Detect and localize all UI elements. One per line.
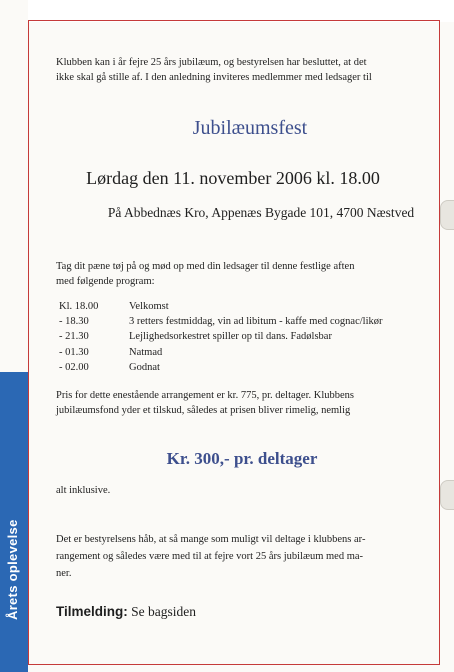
program-time: - 21.30 [59,331,89,343]
program-time: Kl. 18.00 [59,301,99,312]
program-intro-line: Tag dit pæne tøj på og mød op med din ledsager til denne festlige aften [56,261,355,272]
signup-value: Se bagsiden [131,604,197,619]
all-inclusive-note: alt inklusive. [56,485,111,496]
closing-paragraph [56,531,365,582]
program-time: - 01.30 [59,346,89,358]
top-band [28,0,454,22]
closing-line: ner. [56,568,72,579]
closing-line: Det er bestyrelsens håb, at så mange som muligt vil deltage i klubbens ar- [56,534,366,545]
program-item: Velkomst [129,301,169,312]
side-label: Årets oplevelse [5,519,20,620]
program-item: Natmad [129,346,163,358]
program-time: - 18.30 [59,316,89,328]
closing-line: rangement og således være med til at fejre vort 25 års jubilæum med ma- [56,551,364,562]
program-row [59,314,382,329]
program-list [59,299,382,375]
event-venue: På Abbednæs Kro, Appenæs Bygade 101, 4700 Næstved [107,205,415,220]
program-time: - 02.00 [59,361,89,373]
binder-hole [440,480,454,510]
intro-line: ikke skal gå stille af. I den anledning inviteres medlemmer med ledsager til [56,72,372,83]
program-row [59,360,382,375]
price-paragraph [56,388,354,418]
intro-line: Klubben kan i år fejre 25 års jubilæum, og bestyrelsen har besluttet, at det [56,57,367,68]
program-item: Godnat [129,361,160,373]
program-row [59,329,382,344]
program-intro-line: med følgende program: [56,276,155,287]
event-title: Jubilæumsfest [192,117,308,139]
signup-label: Tilmelding: [56,604,128,619]
program-item: Lejlighedsorkestret spiller op til dans. Fadølsbar [129,331,332,343]
program-intro [56,259,354,289]
intro-paragraph [56,55,372,85]
program-item: 3 retters festmiddag, vin ad libitum - kaffe med cognac/likør [129,316,383,328]
signup-line [56,604,196,620]
price-line: jubilæumsfond yder et tilskud, således at prisen bliver rimelig, nemlig [56,405,351,416]
price-line: Pris for dette enestående arrangement er kr. 775, pr. deltager. Klubbens [56,390,354,401]
event-date: Lørdag den 11. november 2006 kl. 18.00 [86,168,380,188]
program-row [59,299,382,314]
program-row [59,345,382,360]
price-highlight: Kr. 300,- pr. deltager [166,449,318,468]
